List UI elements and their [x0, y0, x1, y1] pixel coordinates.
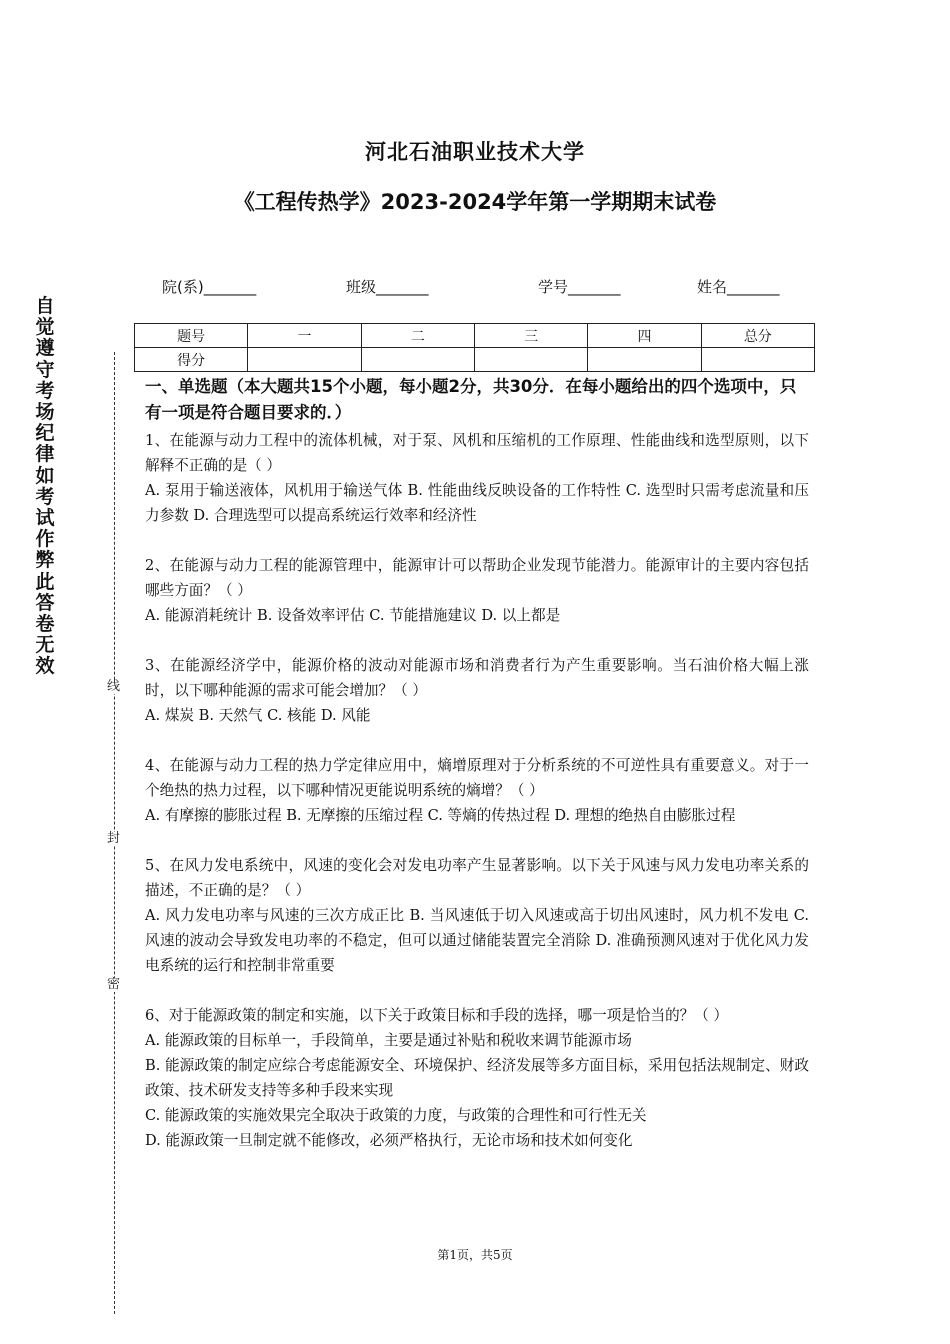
score-cell-empty	[701, 348, 814, 372]
score-table-cell: 一	[248, 324, 361, 348]
score-table-cell: 总分	[701, 324, 814, 348]
score-table-score-row	[135, 348, 815, 372]
question-text: 1、在能源与动力工程中的流体机械，对于泵、风机和压缩机的工作原理、性能曲线和选型原则，以下解释不正确的是（ ）	[145, 432, 809, 474]
score-table-cell: 三	[474, 324, 587, 348]
side-warning: 自觉遵守考场纪律如考试作弊此答卷无效	[35, 295, 55, 678]
question-options: A. 能源消耗统计 B. 设备效率评估 C. 节能措施建议 D. 以上都是	[145, 607, 561, 624]
question-block	[145, 1003, 809, 1153]
score-table-cell: 二	[361, 324, 474, 348]
score-table-cell: 题号	[135, 324, 248, 348]
score-cell-empty	[588, 348, 701, 372]
university-title: 河北石油职业技术大学	[365, 140, 585, 164]
question-block	[145, 553, 809, 628]
exam-title: 《工程传热学》2023-2024学年第一学期期末试卷	[233, 190, 717, 214]
question-block	[145, 853, 809, 978]
score-table-cell: 四	[588, 324, 701, 348]
score-cell-empty	[361, 348, 474, 372]
binding-mark-close: 密	[107, 977, 121, 992]
department-field: 院(系)_______	[162, 278, 257, 296]
score-cell-empty	[248, 348, 361, 372]
binding-mark-line: 线	[107, 679, 121, 694]
exam-content	[145, 374, 809, 1178]
question-option-c: C. 能源政策的实施效果完全取决于政策的力度，与政策的合理性和可行性无关	[145, 1107, 647, 1124]
question-text: 5、在风力发电系统中，风速的变化会对发电功率产生显著影响。以下关于风速与风力发电功率关系的描述，不正确的是？（ ）	[145, 857, 809, 899]
score-cell-empty	[474, 348, 587, 372]
question-option-d: D. 能源政策一旦制定就不能修改，必须严格执行，无论市场和技术如何变化	[145, 1132, 633, 1149]
question-option-a: A. 能源政策的目标单一，手段简单，主要是通过补贴和税收来调节能源市场	[145, 1032, 632, 1049]
name-field: 姓名_______	[697, 278, 780, 296]
question-block	[145, 753, 809, 828]
score-table-header-row	[135, 324, 815, 348]
binding-mark-seal: 封	[107, 831, 121, 846]
question-text: 2、在能源与动力工程的能源管理中，能源审计可以帮助企业发现节能潜力。能源审计的主要内容包括哪些方面？（ ）	[145, 557, 809, 599]
question-options: A. 煤炭 B. 天然气 C. 核能 D. 风能	[145, 707, 371, 724]
student-info-row	[162, 276, 812, 298]
question-text: 6、对于能源政策的制定和实施，以下关于政策目标和手段的选择，哪一项是恰当的？（ ）	[145, 1007, 729, 1024]
student-id-field: 学号_______	[538, 278, 621, 296]
question-option-b: B. 能源政策的制定应综合考虑能源安全、环境保护、经济发展等多方面目标，采用包括法规制定、财政政策、技术研发支持等多种手段来实现	[145, 1057, 809, 1099]
class-field: 班级_______	[346, 278, 429, 296]
question-block	[145, 428, 809, 528]
page-footer: 第1页，共5页	[437, 1248, 513, 1262]
question-options: A. 有摩擦的膨胀过程 B. 无摩擦的压缩过程 C. 等熵的传热过程 D. 理想的绝热自由膨胀过程	[145, 807, 736, 824]
question-block	[145, 653, 809, 728]
question-text: 3、在能源经济学中，能源价格的波动对能源市场和消费者行为产生重要影响。当石油价格大幅上涨时，以下哪种能源的需求可能会增加？（ ）	[145, 657, 809, 699]
question-text: 4、在能源与动力工程的热力学定律应用中，熵增原理对于分析系统的不可逆性具有重要意义。对于一个绝热的热力过程，以下哪种情况更能说明系统的熵增？（ ）	[145, 757, 809, 799]
score-table	[134, 323, 815, 372]
section-heading: 一、单选题（本大题共15个小题，每小题2分，共30分．在每小题给出的四个选项中，只有一项是符合题目要求的．）	[145, 377, 797, 422]
score-table-cell: 得分	[135, 348, 248, 372]
question-options: A. 风力发电功率与风速的三次方成正比 B. 当风速低于切入风速或高于切出风速时，风力机不发电 C. 风速的波动会导致发电功率的不稳定，但可以通过储能装置完全消除 D. 准确预测风速对于优化风力发电系统的运行和控制非常重要	[145, 907, 809, 974]
question-options: A. 泵用于输送液体，风机用于输送气体 B. 性能曲线反映设备的工作特性 C. 选型时只需考虑流量和压力参数 D. 合理选型可以提高系统运行效率和经济性	[145, 482, 809, 524]
